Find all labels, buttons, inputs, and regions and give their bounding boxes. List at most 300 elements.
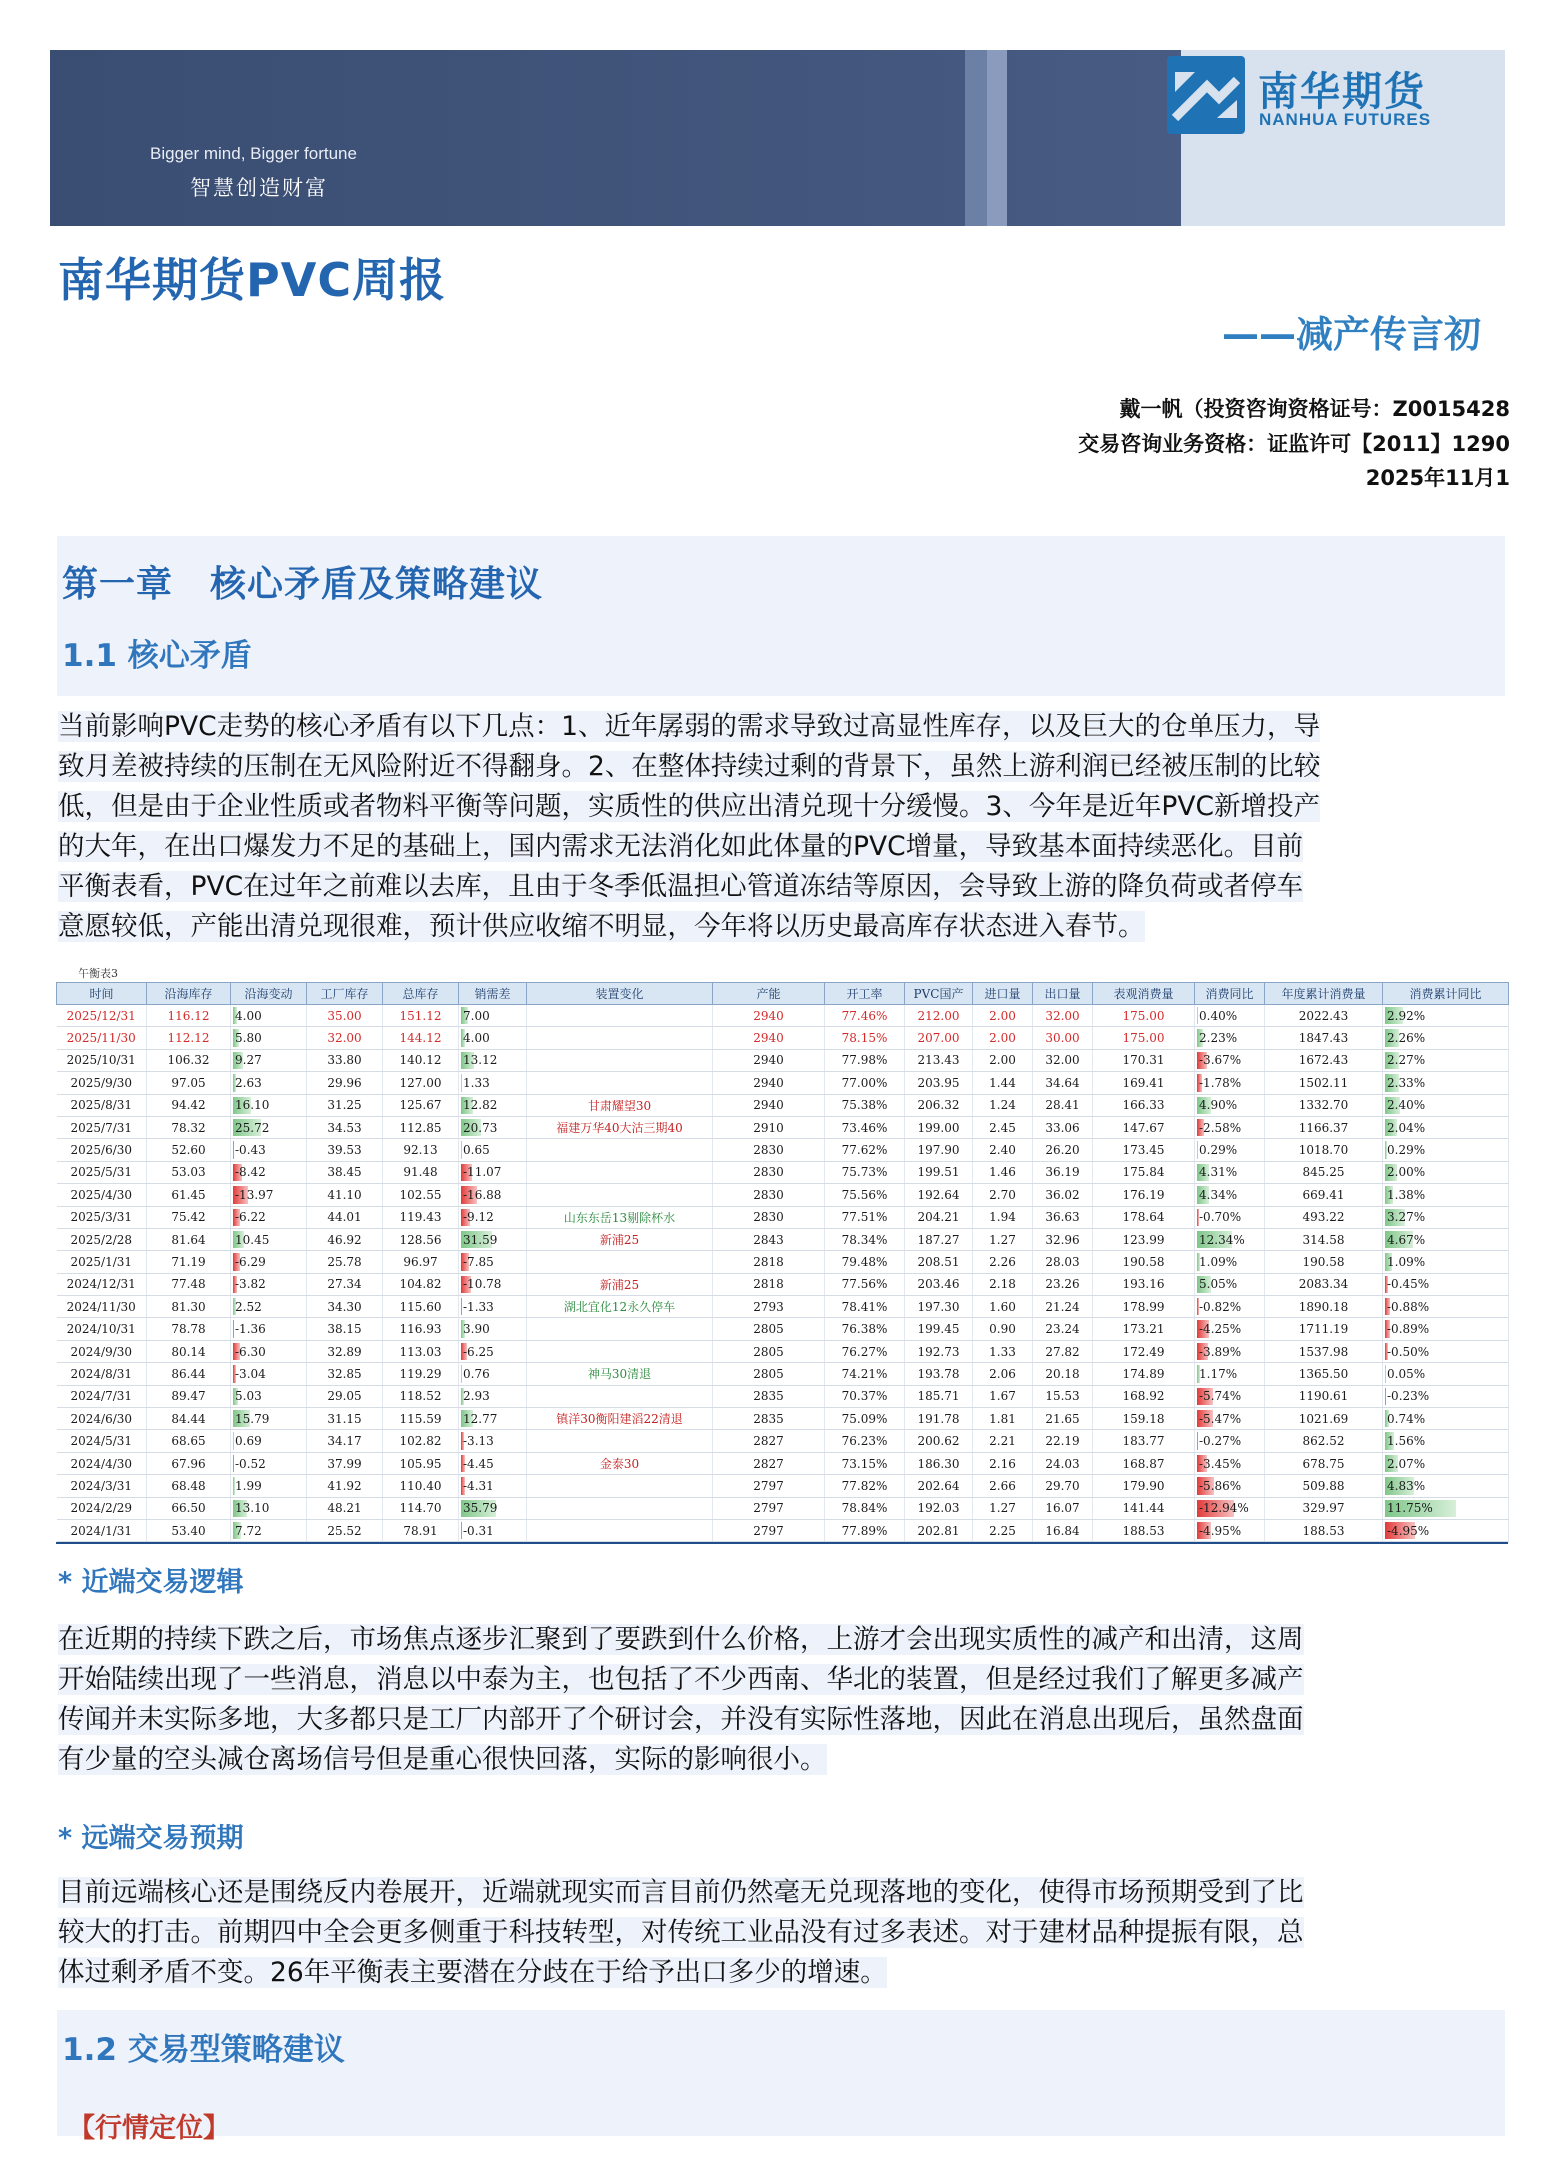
table-cell-chg (231, 1363, 307, 1385)
cell-value: 2827 (753, 1434, 784, 1449)
table-cell-note (527, 1385, 713, 1407)
table-cell-date (57, 1206, 147, 1228)
table-cell-date (57, 1385, 147, 1407)
logo-text-en: NANHUA FUTURES (1259, 110, 1432, 129)
cell-value: -12.94% (1199, 1501, 1249, 1516)
cell-value: 2797 (753, 1501, 784, 1516)
data-bar (1197, 1007, 1198, 1024)
banner-stripe (987, 50, 1007, 226)
table-cell-chg (231, 1228, 307, 1250)
table-cell-coastal (147, 1475, 231, 1497)
table-cell-coastal (147, 1005, 231, 1027)
cell-value: 2.00 (989, 1053, 1016, 1068)
cell-value: 2827 (753, 1456, 784, 1471)
table-cell-yoy (1195, 1497, 1265, 1519)
table-cell-exp (1033, 1206, 1093, 1228)
cell-value: 84.44 (171, 1411, 206, 1426)
table-cell-rate (825, 1072, 905, 1094)
cell-value: 77.48 (171, 1277, 206, 1292)
table-cell-dom (905, 1251, 973, 1273)
cell-value: 2835 (753, 1411, 784, 1426)
cell-value: 0.76 (463, 1366, 490, 1381)
cell-value: 78.32 (171, 1120, 206, 1135)
cell-value: 192.64 (917, 1187, 960, 1202)
cell-value: 0.29% (1387, 1143, 1426, 1158)
cell-value: 200.62 (917, 1434, 960, 1449)
cell-value: 1.44 (989, 1075, 1016, 1090)
cell-value: 2.06 (989, 1366, 1016, 1381)
table-cell-rate (825, 1296, 905, 1318)
cell-value: 106.32 (167, 1053, 210, 1068)
table-cell-exp (1033, 1363, 1093, 1385)
table-bottom-rule (56, 1542, 1508, 1544)
table-cell-chg (231, 1049, 307, 1071)
table-cell-rate (825, 1273, 905, 1295)
table-cell-gap (459, 1005, 527, 1027)
table-header-cell: 出口量 (1033, 983, 1093, 1005)
cell-value: -4.95% (1199, 1523, 1242, 1538)
data-bar (461, 1365, 462, 1382)
table-cell-cons (1093, 1385, 1195, 1407)
cell-value: 68.48 (171, 1478, 206, 1493)
cell-value: 38.45 (327, 1165, 362, 1180)
table-cell-date (57, 1184, 147, 1206)
cell-value: 2.07% (1387, 1456, 1426, 1471)
cell-value: 206.32 (917, 1098, 960, 1113)
table-cell-cap (713, 1475, 825, 1497)
cell-value: 80.14 (171, 1344, 206, 1359)
table-cell-rate (825, 1206, 905, 1228)
table-cell-factory (307, 1184, 383, 1206)
table-cell-cum (1265, 1206, 1383, 1228)
table-cell-factory (307, 1161, 383, 1183)
cell-value: 97.05 (171, 1075, 206, 1090)
table-cell-note (527, 1363, 713, 1385)
table-cell-coastal (147, 1184, 231, 1206)
cell-value: 0.69 (235, 1434, 262, 1449)
cell-value: 7.00 (463, 1008, 490, 1023)
table-cell-total (383, 1363, 459, 1385)
table-cell-cap (713, 1318, 825, 1340)
cell-value: -6.29 (235, 1254, 266, 1269)
cell-value: 127.00 (399, 1075, 442, 1090)
table-cell-yoy (1195, 1296, 1265, 1318)
table-cell-coastal (147, 1497, 231, 1519)
cell-value: 2025/7/31 (70, 1120, 133, 1135)
cell-value: 191.78 (917, 1411, 960, 1426)
cell-value: 77.00% (841, 1075, 888, 1090)
table-cell-exp (1033, 1072, 1093, 1094)
cell-value: 0.05% (1387, 1366, 1426, 1381)
cell-value: -1.78% (1199, 1075, 1242, 1090)
cell-value: 15.53 (1045, 1389, 1080, 1404)
table-cell-cumyoy (1383, 1296, 1509, 1318)
table-row (57, 1475, 1509, 1497)
table-cell-exp (1033, 1519, 1093, 1541)
table-header-row (57, 983, 1509, 1005)
table-cell-total (383, 1094, 459, 1116)
cell-value: 2805 (753, 1344, 784, 1359)
cell-value: 2940 (753, 1098, 784, 1113)
table-cell-cum (1265, 1385, 1383, 1407)
table-cell-exp (1033, 1385, 1093, 1407)
cell-value: 159.18 (1122, 1411, 1165, 1426)
table-row (57, 1094, 1509, 1116)
table-cell-note (527, 1072, 713, 1094)
cell-value: 2830 (753, 1210, 784, 1225)
cell-value: 1018.70 (1298, 1143, 1349, 1158)
cell-value: 188.53 (1122, 1523, 1165, 1538)
cell-value: 4.00 (235, 1008, 262, 1023)
table-cell-yoy (1195, 1430, 1265, 1452)
table-cell-chg (231, 1430, 307, 1452)
cell-value: 188.53 (1302, 1523, 1345, 1538)
table-cell-date (57, 1318, 147, 1340)
table-cell-factory (307, 1296, 383, 1318)
table-cell-imp (973, 1116, 1033, 1138)
table-cell-exp (1033, 1273, 1093, 1295)
cell-value: 1847.43 (1298, 1031, 1349, 1046)
cell-value: 41.10 (327, 1187, 362, 1202)
cell-value: 77.98% (841, 1053, 888, 1068)
table-cell-chg (231, 1296, 307, 1318)
cell-value: -7.85 (463, 1254, 494, 1269)
table-cell-total (383, 1385, 459, 1407)
table-header-cell: 装置变化 (527, 983, 713, 1005)
cell-value: 197.30 (917, 1299, 960, 1314)
cell-value: -4.31 (463, 1478, 494, 1493)
table-cell-date (57, 1475, 147, 1497)
cell-value: 25.52 (327, 1523, 362, 1538)
table-cell-gap (459, 1027, 527, 1049)
cell-value: 81.64 (171, 1232, 206, 1247)
cell-value: 48.21 (327, 1501, 362, 1516)
table-cell-yoy (1195, 1251, 1265, 1273)
table-cell-date (57, 1340, 147, 1362)
cell-value: 212.00 (917, 1008, 960, 1023)
cell-value: 114.70 (399, 1501, 442, 1516)
cell-value: -5.86% (1199, 1478, 1242, 1493)
cell-value: 116.93 (399, 1322, 442, 1337)
cell-value: -0.43 (235, 1143, 266, 1158)
near-logic-title: * 近端交易逻辑 (58, 1567, 244, 1598)
cell-value: 30.00 (1045, 1031, 1080, 1046)
table-cell-total (383, 1273, 459, 1295)
table-cell-cons (1093, 1430, 1195, 1452)
table-cell-gap (459, 1452, 527, 1474)
cell-value: 1672.43 (1298, 1053, 1349, 1068)
table-header-cell: 消费同比 (1195, 983, 1265, 1005)
table-cell-note (527, 1475, 713, 1497)
cell-value: 102.55 (399, 1187, 442, 1202)
table-cell-yoy (1195, 1027, 1265, 1049)
table-cell-cap (713, 1184, 825, 1206)
cell-value: 2.23% (1199, 1031, 1238, 1046)
cell-value: -16.88 (463, 1187, 502, 1202)
nanhua-logo-icon (1167, 56, 1245, 134)
cell-value: 104.82 (399, 1277, 442, 1292)
table-cell-cons (1093, 1452, 1195, 1474)
cell-value: 176.19 (1122, 1187, 1165, 1202)
table-cell-total (383, 1251, 459, 1273)
table-cell-cons (1093, 1251, 1195, 1273)
table-cell-gap (459, 1273, 527, 1295)
cell-value: 27.82 (1045, 1344, 1080, 1359)
logo-text-cn: 南华期货 (1258, 69, 1426, 115)
cell-value: 5.05% (1199, 1277, 1238, 1292)
table-cell-factory (307, 1452, 383, 1474)
table-cell-imp (973, 1049, 1033, 1071)
pvc-balance-table (56, 982, 1509, 1542)
table-cell-dom (905, 1228, 973, 1250)
cell-value: 2.00 (989, 1008, 1016, 1023)
cell-value: 22.19 (1045, 1434, 1080, 1449)
cell-value: 2024/7/31 (70, 1389, 133, 1404)
table-cell-factory (307, 1519, 383, 1541)
table-cell-cap (713, 1139, 825, 1161)
table-cell-chg (231, 1497, 307, 1519)
cell-value: 76.38% (841, 1322, 888, 1337)
table-cell-date (57, 1519, 147, 1541)
cell-value: 34.17 (327, 1434, 362, 1449)
table-cell-total (383, 1161, 459, 1183)
table-cell-gap (459, 1251, 527, 1273)
table-cell-imp (973, 1161, 1033, 1183)
table-row (57, 1027, 1509, 1049)
table-cell-chg (231, 1072, 307, 1094)
cell-value: 12.82 (463, 1098, 498, 1113)
table-cell-gap (459, 1228, 527, 1250)
table-cell-gap (459, 1363, 527, 1385)
cell-value: 36.63 (1045, 1210, 1080, 1225)
cell-value: 2797 (753, 1523, 784, 1538)
table-cell-cap (713, 1452, 825, 1474)
table-cell-date (57, 1408, 147, 1430)
table-cell-yoy (1195, 1318, 1265, 1340)
table-cell-dom (905, 1497, 973, 1519)
table-cell-yoy (1195, 1139, 1265, 1161)
cell-value: -3.89% (1199, 1344, 1242, 1359)
table-cell-note (527, 1340, 713, 1362)
table-cell-cons (1093, 1497, 1195, 1519)
table-cell-cum (1265, 1072, 1383, 1094)
near-logic-paragraph: 在近期的持续下跌之后，市场焦点逐步汇聚到了要跌到什么价格，上游才会出现实质性的减产和出清，这周 开始陆续出现了一些消息，消息以中泰为主，也包括了不少西南、华北的装置，但是经过我们了解更多减产 传闻并未实际多地，大多都只是工厂内部开了个研讨会，并没有实际性落地，因此在消息出现后，虽然盘面 有少量的空头减仓离场信号但是重心很快回落，实际的影响很小。 (58, 1624, 1304, 1775)
table-cell-yoy (1195, 1116, 1265, 1138)
cell-value: 2940 (753, 1008, 784, 1023)
table-cell-note (527, 1318, 713, 1340)
table-cell-exp (1033, 1184, 1093, 1206)
table-cell-rate (825, 1161, 905, 1183)
table-cell-note (527, 1184, 713, 1206)
cell-value: 金泰30 (599, 1457, 640, 1471)
table-cell-cons (1093, 1094, 1195, 1116)
cell-value: 70.37% (841, 1389, 888, 1404)
table-cell-cap (713, 1385, 825, 1407)
cell-value: 2910 (753, 1120, 784, 1135)
table-row (57, 1005, 1509, 1027)
table-cell-dom (905, 1139, 973, 1161)
cell-value: 172.49 (1122, 1344, 1165, 1359)
tagline-cn: 智慧创造财富 (190, 176, 328, 200)
cell-value: 678.75 (1302, 1456, 1345, 1471)
table-cell-cumyoy (1383, 1139, 1509, 1161)
cell-value: 2025/10/31 (66, 1053, 136, 1068)
cell-value: 2.45 (989, 1120, 1016, 1135)
section-title-1-2: 1.2 交易型策略建议 (62, 2032, 345, 2068)
table-cell-date (57, 1430, 147, 1452)
table-cell-chg (231, 1161, 307, 1183)
table-cell-rate (825, 1385, 905, 1407)
cell-value: 32.00 (327, 1031, 362, 1046)
cell-value: 102.82 (399, 1434, 442, 1449)
cell-value: 15.79 (235, 1411, 270, 1426)
table-cell-factory (307, 1049, 383, 1071)
cell-value: 0.29% (1199, 1143, 1238, 1158)
data-bar (461, 1141, 462, 1158)
table-cell-cumyoy (1383, 1027, 1509, 1049)
table-cell-coastal (147, 1363, 231, 1385)
cell-value: -9.12 (463, 1210, 494, 1225)
table-cell-yoy (1195, 1385, 1265, 1407)
cell-value: 77.51% (841, 1210, 888, 1225)
cell-value: 12.77 (463, 1411, 498, 1426)
cell-value: 78.34% (841, 1232, 888, 1247)
cell-value: 1.27 (989, 1232, 1016, 1247)
cell-value: 125.67 (399, 1098, 442, 1113)
table-row (57, 1497, 1509, 1519)
cell-value: 28.41 (1045, 1098, 1080, 1113)
cell-value: 2843 (753, 1232, 784, 1247)
table-row (57, 1385, 1509, 1407)
cell-value: 33.80 (327, 1053, 362, 1068)
cell-value: 0.65 (463, 1143, 490, 1158)
cell-value: 77.56% (841, 1277, 888, 1292)
table-header-cell: 消费累计同比 (1383, 983, 1509, 1005)
cell-value: 1.56% (1387, 1434, 1426, 1449)
cell-value: 187.27 (917, 1232, 960, 1247)
table-cell-dom (905, 1273, 973, 1295)
cell-value: 甘肃耀望30 (587, 1098, 652, 1113)
table-cell-dom (905, 1363, 973, 1385)
cell-value: 1021.69 (1298, 1411, 1349, 1426)
table-cell-imp (973, 1340, 1033, 1362)
cell-value: 福建万华40大沽三期40 (556, 1121, 683, 1136)
cell-value: 4.90% (1199, 1098, 1238, 1113)
table-cell-coastal (147, 1318, 231, 1340)
cell-value: 1.38% (1387, 1187, 1426, 1202)
table-cell-total (383, 1519, 459, 1541)
cell-value: 27.34 (327, 1277, 362, 1292)
cell-value: 1.09% (1199, 1254, 1238, 1269)
cell-value: 4.34% (1199, 1187, 1238, 1202)
table-cell-cum (1265, 1296, 1383, 1318)
cell-value: 2022.43 (1298, 1008, 1349, 1023)
table-cell-rate (825, 1452, 905, 1474)
table-cell-gap (459, 1408, 527, 1430)
table-cell-factory (307, 1497, 383, 1519)
table-cell-gap (459, 1184, 527, 1206)
table-cell-cap (713, 1430, 825, 1452)
table-cell-chg (231, 1094, 307, 1116)
cell-value: 2830 (753, 1187, 784, 1202)
cell-value: 71.19 (171, 1254, 206, 1269)
table-cell-yoy (1195, 1094, 1265, 1116)
table-cell-coastal (147, 1430, 231, 1452)
cell-value: 34.53 (327, 1120, 362, 1135)
table-cell-cap (713, 1519, 825, 1541)
table-cell-coastal (147, 1116, 231, 1138)
cell-value: 2818 (753, 1277, 784, 1292)
cell-value: -6.30 (235, 1344, 266, 1359)
table-cell-coastal (147, 1094, 231, 1116)
cell-value: 2.92% (1387, 1008, 1426, 1023)
table-cell-imp (973, 1251, 1033, 1273)
cell-value: -4.95% (1387, 1523, 1430, 1538)
cell-value: 2940 (753, 1053, 784, 1068)
cell-value: 61.45 (171, 1187, 206, 1202)
cell-value: 2024/1/31 (70, 1523, 133, 1538)
table-cell-note (527, 1139, 713, 1161)
cell-value: 845.25 (1302, 1165, 1345, 1180)
cell-value: 44.01 (327, 1210, 362, 1225)
table-cell-dom (905, 1072, 973, 1094)
cell-value: 4.31% (1199, 1165, 1238, 1180)
table-cell-dom (905, 1340, 973, 1362)
table-header-cell: 沿海变动 (231, 983, 307, 1005)
core-contradiction-paragraph: 当前影响PVC走势的核心矛盾有以下几点：1、近年孱弱的需求导致过高显性库存，以及巨大的仓单压力，导 致月差被持续的压制在无风险附近不得翻身。2、在整体持续过剩的背景下，虽然上游利润已经被压制的比较 低，但是由于企业性质或者物料平衡等问题，实质性的供应出清兑现十分缓慢。3、今年是近年PVC新增投产 的大年，在出口爆发力不足的基础上，国内需求无法消化如此体量的PVC增量，导致基本面持续恶化。目前 平衡表看，PVC在过年之前难以去库，且由于冬季低温担心管道冻结等原因，会导致上游的降负荷或者停车 意愿较低，产能出清兑现很难，预计供应收缩不明显，今年将以历史最高库存状态进入春节。 (58, 711, 1321, 942)
cell-value: 168.87 (1122, 1456, 1165, 1471)
cell-value: 141.44 (1122, 1501, 1165, 1516)
table-cell-cum (1265, 1318, 1383, 1340)
table-cell-date (57, 1094, 147, 1116)
table-cell-gap (459, 1519, 527, 1541)
table-cell-date (57, 1251, 147, 1273)
table-cell-rate (825, 1408, 905, 1430)
cell-value: 493.22 (1302, 1210, 1345, 1225)
cell-value: 115.60 (399, 1299, 442, 1314)
banner-stripe (965, 50, 987, 226)
table-cell-rate (825, 1519, 905, 1541)
cell-value: 1.24 (989, 1098, 1016, 1113)
table-cell-factory (307, 1340, 383, 1362)
cell-value: 204.21 (917, 1210, 960, 1225)
cell-value: 213.43 (917, 1053, 960, 1068)
table-cell-chg (231, 1139, 307, 1161)
table-cell-dom (905, 1430, 973, 1452)
market-position-tag: 【行情定位】 (68, 2113, 230, 2144)
table-cell-dom (905, 1519, 973, 1541)
cell-value: 68.65 (171, 1434, 206, 1449)
table-cell-cons (1093, 1072, 1195, 1094)
cell-value: 329.97 (1302, 1501, 1345, 1516)
table-cell-cap (713, 1251, 825, 1273)
cell-value: 10.45 (235, 1232, 270, 1247)
table-cell-dom (905, 1005, 973, 1027)
cell-value: 168.92 (1122, 1389, 1165, 1404)
cell-value: 81.30 (171, 1299, 206, 1314)
cell-value: -8.42 (235, 1165, 266, 1180)
cell-value: 3.90 (463, 1322, 490, 1337)
data-bar (1197, 1432, 1198, 1449)
cell-value: 1365.50 (1298, 1366, 1349, 1381)
table-cell-date (57, 1139, 147, 1161)
table-cell-cum (1265, 1184, 1383, 1206)
cell-value: 2024/4/30 (70, 1456, 133, 1471)
cell-value: 1.60 (989, 1299, 1016, 1314)
tagline-en: Bigger mind, Bigger fortune (150, 144, 357, 163)
cell-value: 32.00 (1045, 1008, 1080, 1023)
table-cell-cumyoy (1383, 1340, 1509, 1362)
